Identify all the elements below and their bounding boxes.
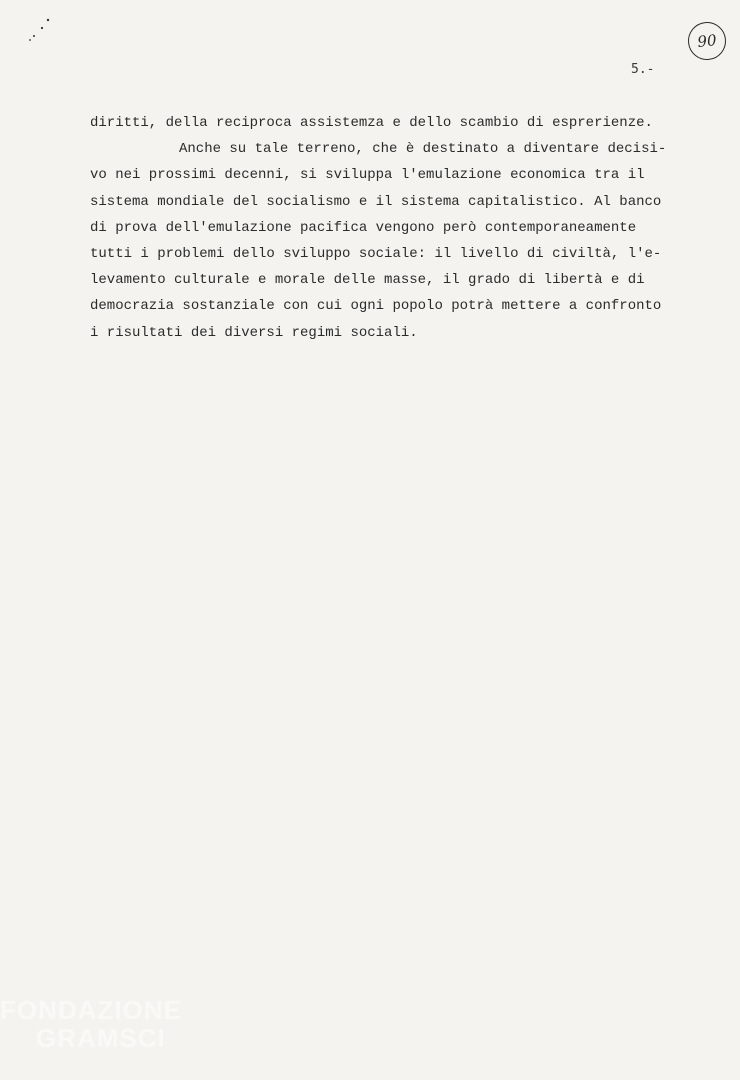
text-line: sistema mondiale del socialismo e il sistema capitalistico. Al banco [90, 193, 662, 210]
archive-stamp-number: 90 [696, 31, 718, 51]
body-text [90, 110, 700, 346]
text-line: Anche su tale terreno, che è destinato a diventare decisi- [179, 141, 667, 158]
archive-watermark [0, 996, 220, 1056]
text-line: i risultati dei diversi regimi sociali. [90, 324, 418, 341]
text-line: tutti i problemi dello sviluppo sociale: il livello di civiltà, l'e- [90, 245, 662, 262]
archive-stamp [686, 20, 728, 62]
text-line: democrazia sostanziale con cui ogni popolo potrà mettere a confronto [90, 298, 662, 315]
watermark-line: FONDAZIONE [0, 995, 182, 1025]
watermark-line: GRAMSCI [36, 1023, 166, 1053]
text-line: di prova dell'emulazione pacifica vengono però contemporaneamente [90, 219, 637, 236]
text-line: vo nei prossimi decenni, si sviluppa l'emulazione economica tra il [90, 167, 645, 184]
paper-specks [28, 16, 58, 46]
text-line: diritti, della reciproca assistemza e dello scambio di esprerienze. [90, 115, 653, 131]
text-line: levamento culturale e morale delle masse, il grado di libertà e di [90, 272, 645, 289]
page-number: 5.- [631, 62, 655, 77]
